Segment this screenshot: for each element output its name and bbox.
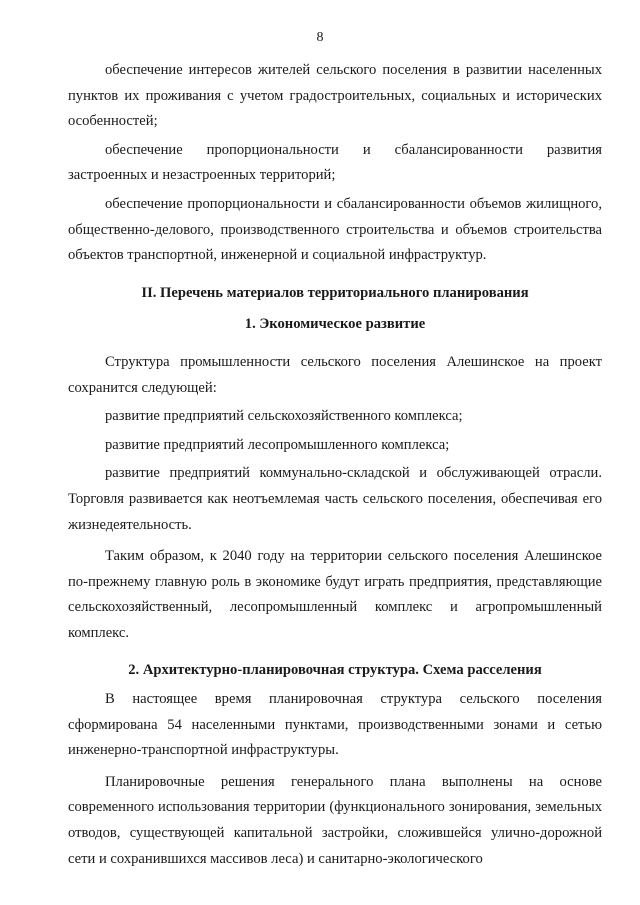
subsection-heading-planning: 2. Архитектурно-планировочная структура. Схема расселения (128, 662, 542, 679)
page-body (68, 58, 602, 872)
paragraph-construction: обеспечение пропорциональности и сбалансированности объемов жилищного, общественно-делового, производственного строительства и объемов строительства объектов транспортной, инженерной и социальной инфраструктур. (68, 195, 602, 264)
paragraph-economy-conclusion: Таким образом, к 2040 году на территории сельского поселения Алешинское по-прежнему главную роль в экономике будут играть предприятия, представляющие сельскохозяйственный, лесопромышленный комплекс и агропромышленный комплекс. (68, 548, 602, 641)
paragraph-industry-intro: Структура промышленности сельского поселения Алешинское на проект сохранится следующей: (68, 353, 602, 396)
paragraph-territories: обеспечение пропорциональности и сбалансированности развития застроенных и незастроенных территорий; (68, 141, 602, 184)
paragraph-planning-structure: В настоящее время планировочная структура сельского поселения сформирована 54 населенными пунктами, производственными зонами и сетью инженерно-транспортной инфраструктуры. (68, 691, 602, 759)
list-item-municipal: развитие предприятий коммунально-складской и обслуживающей отрасли. Торговля развивается как неотъемлемая часть сельского поселения, обеспечивая его жизнедеятельность. (68, 465, 602, 533)
paragraph-planning-decisions: Планировочные решения генерального плана выполнены на основе современного использования территории (функционального зонирования, земельных отводов, существующей капитальной застройки, сложившейся улично-дорожной сети и сохранившихся массивов леса) и санитарно-экологического (68, 773, 602, 867)
list-item-agriculture: развитие предприятий сельскохозяйственного комплекса; (105, 408, 463, 425)
paragraph-interests: обеспечение интересов жителей сельского поселения в развитии населенных пунктов их проживания с учетом градостроительных, социальных и исторических особенностей; (68, 62, 602, 130)
subsection-heading-economy: 1. Экономическое развитие (244, 316, 426, 333)
list-item-forestry: развитие предприятий лесопромышленного комплекса; (105, 436, 450, 453)
page-number: 8 (316, 30, 324, 45)
section-heading: II. Перечень материалов территориального планирования (141, 284, 529, 301)
